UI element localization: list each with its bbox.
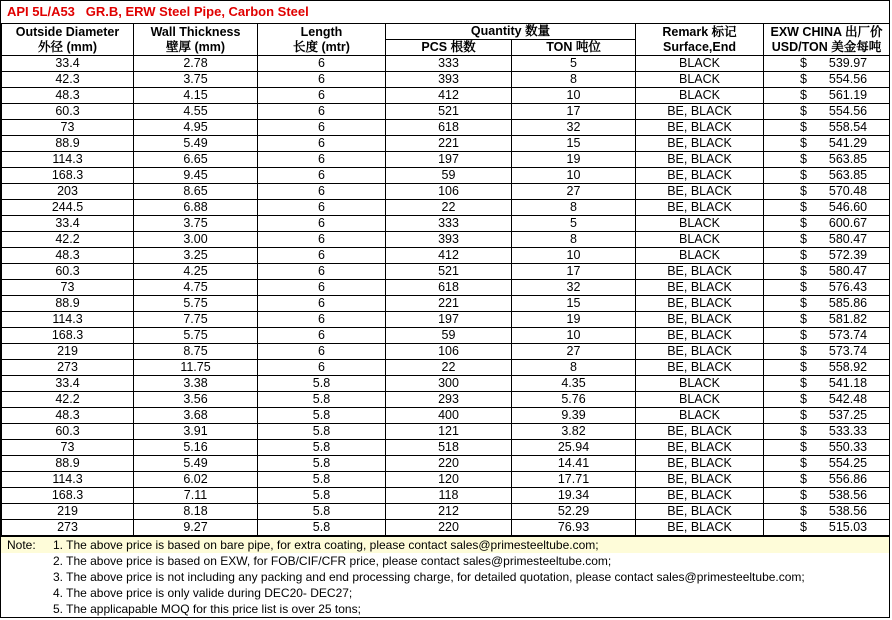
cell-outside-diameter: 73 (2, 120, 134, 136)
cell-length: 6 (258, 312, 386, 328)
cell-ton: 9.39 (512, 408, 636, 424)
table-row (2, 56, 890, 72)
cell-price: $ 541.18 (764, 376, 890, 392)
cell-length: 5.8 (258, 424, 386, 440)
note-text: 5. The applicapable MOQ for this price list is over 25 tons; (53, 602, 361, 616)
cell-outside-diameter: 73 (2, 280, 134, 296)
cell-ton: 76.93 (512, 520, 636, 536)
cell-wall-thickness: 8.65 (134, 184, 258, 200)
cell-pcs: 221 (386, 296, 512, 312)
cell-remark: BE, BLACK (636, 136, 764, 152)
cell-ton: 10 (512, 168, 636, 184)
cell-length: 5.8 (258, 408, 386, 424)
table-row (2, 104, 890, 120)
cell-pcs: 220 (386, 456, 512, 472)
cell-outside-diameter: 219 (2, 344, 134, 360)
cell-pcs: 212 (386, 504, 512, 520)
cell-wall-thickness: 3.91 (134, 424, 258, 440)
cell-pcs: 106 (386, 184, 512, 200)
cell-length: 6 (258, 120, 386, 136)
cell-wall-thickness: 3.25 (134, 248, 258, 264)
table-row (2, 328, 890, 344)
table-row (2, 312, 890, 328)
cell-pcs: 197 (386, 312, 512, 328)
cell-price: $ 558.92 (764, 360, 890, 376)
cell-outside-diameter: 168.3 (2, 488, 134, 504)
cell-outside-diameter: 42.3 (2, 72, 134, 88)
cell-length: 5.8 (258, 488, 386, 504)
cell-length: 6 (258, 296, 386, 312)
cell-price: $ 554.56 (764, 104, 890, 120)
cell-price: $ 580.47 (764, 264, 890, 280)
cell-length: 6 (258, 168, 386, 184)
cell-pcs: 59 (386, 328, 512, 344)
cell-ton: 19 (512, 152, 636, 168)
header-ton: TON 吨位 (512, 40, 636, 56)
cell-length: 6 (258, 200, 386, 216)
cell-ton: 5 (512, 216, 636, 232)
cell-pcs: 333 (386, 56, 512, 72)
cell-price: $ 538.56 (764, 504, 890, 520)
cell-length: 6 (258, 216, 386, 232)
cell-wall-thickness: 4.15 (134, 88, 258, 104)
cell-remark: BLACK (636, 56, 764, 72)
cell-outside-diameter: 88.9 (2, 296, 134, 312)
cell-price: $ 576.43 (764, 280, 890, 296)
cell-wall-thickness: 8.75 (134, 344, 258, 360)
table-row (2, 520, 890, 536)
notes-section (1, 536, 889, 617)
cell-length: 6 (258, 56, 386, 72)
cell-length: 6 (258, 152, 386, 168)
cell-ton: 32 (512, 120, 636, 136)
note-label: Note: (7, 538, 36, 552)
cell-wall-thickness: 6.02 (134, 472, 258, 488)
cell-remark: BLACK (636, 88, 764, 104)
table-row (2, 440, 890, 456)
cell-pcs: 400 (386, 408, 512, 424)
table-body (2, 56, 890, 536)
cell-outside-diameter: 244.5 (2, 200, 134, 216)
cell-wall-thickness: 7.75 (134, 312, 258, 328)
table-row (2, 424, 890, 440)
cell-price: $ 542.48 (764, 392, 890, 408)
note-line (1, 601, 889, 617)
table-row (2, 248, 890, 264)
cell-pcs: 521 (386, 104, 512, 120)
cell-price: $ 600.67 (764, 216, 890, 232)
cell-remark: BE, BLACK (636, 424, 764, 440)
cell-ton: 19.34 (512, 488, 636, 504)
cell-remark: BE, BLACK (636, 184, 764, 200)
cell-pcs: 22 (386, 200, 512, 216)
cell-price: $ 554.56 (764, 72, 890, 88)
cell-wall-thickness: 9.45 (134, 168, 258, 184)
cell-outside-diameter: 33.4 (2, 56, 134, 72)
cell-remark: BLACK (636, 392, 764, 408)
cell-outside-diameter: 273 (2, 520, 134, 536)
cell-length: 5.8 (258, 504, 386, 520)
cell-wall-thickness: 6.65 (134, 152, 258, 168)
cell-wall-thickness: 5.49 (134, 456, 258, 472)
table-row (2, 184, 890, 200)
cell-wall-thickness: 4.55 (134, 104, 258, 120)
note-line (1, 585, 889, 601)
cell-price: $ 537.25 (764, 408, 890, 424)
cell-remark: BE, BLACK (636, 152, 764, 168)
table-row (2, 376, 890, 392)
cell-price: $ 546.60 (764, 200, 890, 216)
cell-price: $ 563.85 (764, 152, 890, 168)
cell-ton: 15 (512, 136, 636, 152)
cell-length: 6 (258, 344, 386, 360)
cell-wall-thickness: 11.75 (134, 360, 258, 376)
cell-wall-thickness: 5.75 (134, 328, 258, 344)
note-text: 3. The above price is not including any packing and end processing charge, for detailed quotation, please contact sales@primesteeltube.com; (53, 570, 805, 584)
cell-ton: 3.82 (512, 424, 636, 440)
table-row (2, 360, 890, 376)
cell-price: $ 580.47 (764, 232, 890, 248)
header-quantity: Quantity 数量 (386, 24, 636, 40)
cell-length: 6 (258, 88, 386, 104)
cell-outside-diameter: 114.3 (2, 472, 134, 488)
cell-remark: BE, BLACK (636, 104, 764, 120)
cell-ton: 27 (512, 344, 636, 360)
cell-wall-thickness: 3.68 (134, 408, 258, 424)
cell-remark: BE, BLACK (636, 264, 764, 280)
cell-ton: 52.29 (512, 504, 636, 520)
table-row (2, 296, 890, 312)
cell-length: 6 (258, 72, 386, 88)
cell-ton: 8 (512, 72, 636, 88)
cell-wall-thickness: 4.25 (134, 264, 258, 280)
cell-price: $ 570.48 (764, 184, 890, 200)
cell-remark: BE, BLACK (636, 456, 764, 472)
cell-length: 6 (258, 184, 386, 200)
cell-outside-diameter: 88.9 (2, 136, 134, 152)
cell-ton: 10 (512, 248, 636, 264)
table-row (2, 264, 890, 280)
cell-ton: 5 (512, 56, 636, 72)
cell-pcs: 22 (386, 360, 512, 376)
cell-wall-thickness: 6.88 (134, 200, 258, 216)
cell-ton: 8 (512, 360, 636, 376)
cell-length: 5.8 (258, 376, 386, 392)
cell-remark: BE, BLACK (636, 360, 764, 376)
table-row (2, 392, 890, 408)
cell-price: $ 561.19 (764, 88, 890, 104)
header-wall-thickness: Wall Thickness 壁厚 (mm) (134, 24, 258, 56)
cell-length: 5.8 (258, 456, 386, 472)
note-line (1, 569, 889, 585)
cell-pcs: 618 (386, 120, 512, 136)
cell-remark: BE, BLACK (636, 296, 764, 312)
cell-remark: BE, BLACK (636, 200, 764, 216)
price-table (1, 24, 890, 536)
cell-ton: 14.41 (512, 456, 636, 472)
cell-price: $ 539.97 (764, 56, 890, 72)
table-row (2, 344, 890, 360)
cell-wall-thickness: 2.78 (134, 56, 258, 72)
cell-outside-diameter: 219 (2, 504, 134, 520)
cell-pcs: 333 (386, 216, 512, 232)
header-price: EXW CHINA 出厂价 USD/TON 美金每吨 (764, 24, 890, 56)
cell-pcs: 121 (386, 424, 512, 440)
cell-ton: 8 (512, 232, 636, 248)
cell-outside-diameter: 33.4 (2, 216, 134, 232)
cell-length: 5.8 (258, 472, 386, 488)
cell-ton: 32 (512, 280, 636, 296)
cell-outside-diameter: 273 (2, 360, 134, 376)
table-row (2, 152, 890, 168)
table-row (2, 216, 890, 232)
cell-remark: BLACK (636, 408, 764, 424)
cell-wall-thickness: 4.95 (134, 120, 258, 136)
cell-remark: BE, BLACK (636, 472, 764, 488)
cell-remark: BE, BLACK (636, 168, 764, 184)
cell-price: $ 585.86 (764, 296, 890, 312)
cell-ton: 10 (512, 328, 636, 344)
cell-outside-diameter: 33.4 (2, 376, 134, 392)
cell-ton: 17 (512, 264, 636, 280)
cell-length: 6 (258, 104, 386, 120)
cell-pcs: 618 (386, 280, 512, 296)
cell-wall-thickness: 5.49 (134, 136, 258, 152)
cell-outside-diameter: 48.3 (2, 408, 134, 424)
cell-wall-thickness: 8.18 (134, 504, 258, 520)
cell-outside-diameter: 114.3 (2, 312, 134, 328)
cell-ton: 19 (512, 312, 636, 328)
cell-wall-thickness: 5.16 (134, 440, 258, 456)
cell-pcs: 300 (386, 376, 512, 392)
note-line (1, 537, 889, 553)
cell-price: $ 573.74 (764, 344, 890, 360)
cell-price: $ 558.54 (764, 120, 890, 136)
cell-wall-thickness: 3.56 (134, 392, 258, 408)
cell-pcs: 293 (386, 392, 512, 408)
cell-pcs: 120 (386, 472, 512, 488)
cell-outside-diameter: 42.2 (2, 232, 134, 248)
table-row (2, 504, 890, 520)
cell-outside-diameter: 60.3 (2, 104, 134, 120)
note-text: 4. The above price is only valide during DEC20- DEC27; (53, 586, 353, 600)
table-row (2, 72, 890, 88)
cell-wall-thickness: 3.75 (134, 216, 258, 232)
cell-pcs: 220 (386, 520, 512, 536)
cell-pcs: 412 (386, 248, 512, 264)
cell-pcs: 393 (386, 232, 512, 248)
cell-length: 5.8 (258, 520, 386, 536)
cell-outside-diameter: 168.3 (2, 168, 134, 184)
cell-pcs: 221 (386, 136, 512, 152)
cell-ton: 4.35 (512, 376, 636, 392)
cell-wall-thickness: 3.00 (134, 232, 258, 248)
table-row (2, 200, 890, 216)
cell-wall-thickness: 4.75 (134, 280, 258, 296)
sheet-title: API 5L/A53 GR.B, ERW Steel Pipe, Carbon Steel (1, 1, 889, 24)
table-row (2, 232, 890, 248)
cell-remark: BE, BLACK (636, 504, 764, 520)
cell-price: $ 538.56 (764, 488, 890, 504)
cell-outside-diameter: 60.3 (2, 264, 134, 280)
cell-length: 6 (258, 280, 386, 296)
cell-ton: 10 (512, 88, 636, 104)
cell-wall-thickness: 3.38 (134, 376, 258, 392)
cell-outside-diameter: 203 (2, 184, 134, 200)
cell-price: $ 554.25 (764, 456, 890, 472)
cell-ton: 17.71 (512, 472, 636, 488)
cell-price: $ 573.74 (764, 328, 890, 344)
cell-remark: BLACK (636, 232, 764, 248)
table-row (2, 168, 890, 184)
cell-length: 5.8 (258, 440, 386, 456)
cell-price: $ 541.29 (764, 136, 890, 152)
cell-length: 6 (258, 232, 386, 248)
cell-ton: 15 (512, 296, 636, 312)
cell-pcs: 118 (386, 488, 512, 504)
cell-length: 5.8 (258, 392, 386, 408)
cell-remark: BE, BLACK (636, 328, 764, 344)
cell-pcs: 393 (386, 72, 512, 88)
note-text: 1. The above price is based on bare pipe, for extra coating, please contact sales@primesteeltube.com; (53, 538, 599, 552)
cell-ton: 27 (512, 184, 636, 200)
header-pcs: PCS 根数 (386, 40, 512, 56)
cell-outside-diameter: 60.3 (2, 424, 134, 440)
cell-outside-diameter: 42.2 (2, 392, 134, 408)
cell-pcs: 106 (386, 344, 512, 360)
cell-ton: 5.76 (512, 392, 636, 408)
cell-wall-thickness: 5.75 (134, 296, 258, 312)
cell-remark: BLACK (636, 376, 764, 392)
cell-price: $ 515.03 (764, 520, 890, 536)
cell-price: $ 563.85 (764, 168, 890, 184)
cell-outside-diameter: 48.3 (2, 248, 134, 264)
cell-remark: BLACK (636, 216, 764, 232)
cell-pcs: 412 (386, 88, 512, 104)
table-row (2, 472, 890, 488)
cell-outside-diameter: 73 (2, 440, 134, 456)
cell-price: $ 550.33 (764, 440, 890, 456)
cell-wall-thickness: 3.75 (134, 72, 258, 88)
table-header (2, 24, 890, 56)
cell-ton: 17 (512, 104, 636, 120)
note-line (1, 553, 889, 569)
cell-length: 6 (258, 264, 386, 280)
cell-remark: BE, BLACK (636, 488, 764, 504)
cell-remark: BLACK (636, 72, 764, 88)
cell-wall-thickness: 7.11 (134, 488, 258, 504)
cell-pcs: 518 (386, 440, 512, 456)
cell-remark: BE, BLACK (636, 520, 764, 536)
table-row (2, 456, 890, 472)
header-outside-diameter: Outside Diameter 外径 (mm) (2, 24, 134, 56)
cell-outside-diameter: 168.3 (2, 328, 134, 344)
cell-outside-diameter: 48.3 (2, 88, 134, 104)
table-row (2, 120, 890, 136)
cell-remark: BE, BLACK (636, 312, 764, 328)
cell-remark: BE, BLACK (636, 280, 764, 296)
cell-remark: BE, BLACK (636, 120, 764, 136)
cell-remark: BLACK (636, 248, 764, 264)
header-length: Length 长度 (mtr) (258, 24, 386, 56)
cell-price: $ 572.39 (764, 248, 890, 264)
cell-remark: BE, BLACK (636, 440, 764, 456)
cell-length: 6 (258, 328, 386, 344)
cell-length: 6 (258, 248, 386, 264)
table-row (2, 488, 890, 504)
cell-wall-thickness: 9.27 (134, 520, 258, 536)
cell-price: $ 533.33 (764, 424, 890, 440)
cell-outside-diameter: 88.9 (2, 456, 134, 472)
table-row (2, 280, 890, 296)
header-remark: Remark 标记 Surface,End (636, 24, 764, 56)
table-row (2, 88, 890, 104)
cell-pcs: 521 (386, 264, 512, 280)
table-row (2, 136, 890, 152)
cell-pcs: 59 (386, 168, 512, 184)
cell-price: $ 556.86 (764, 472, 890, 488)
cell-ton: 25.94 (512, 440, 636, 456)
cell-pcs: 197 (386, 152, 512, 168)
cell-remark: BE, BLACK (636, 344, 764, 360)
cell-length: 6 (258, 360, 386, 376)
note-text: 2. The above price is based on EXW, for FOB/CIF/CFR price, please contact sales@primesteeltube.com; (53, 554, 612, 568)
table-row (2, 408, 890, 424)
cell-outside-diameter: 114.3 (2, 152, 134, 168)
cell-ton: 8 (512, 200, 636, 216)
cell-price: $ 581.82 (764, 312, 890, 328)
cell-length: 6 (258, 136, 386, 152)
